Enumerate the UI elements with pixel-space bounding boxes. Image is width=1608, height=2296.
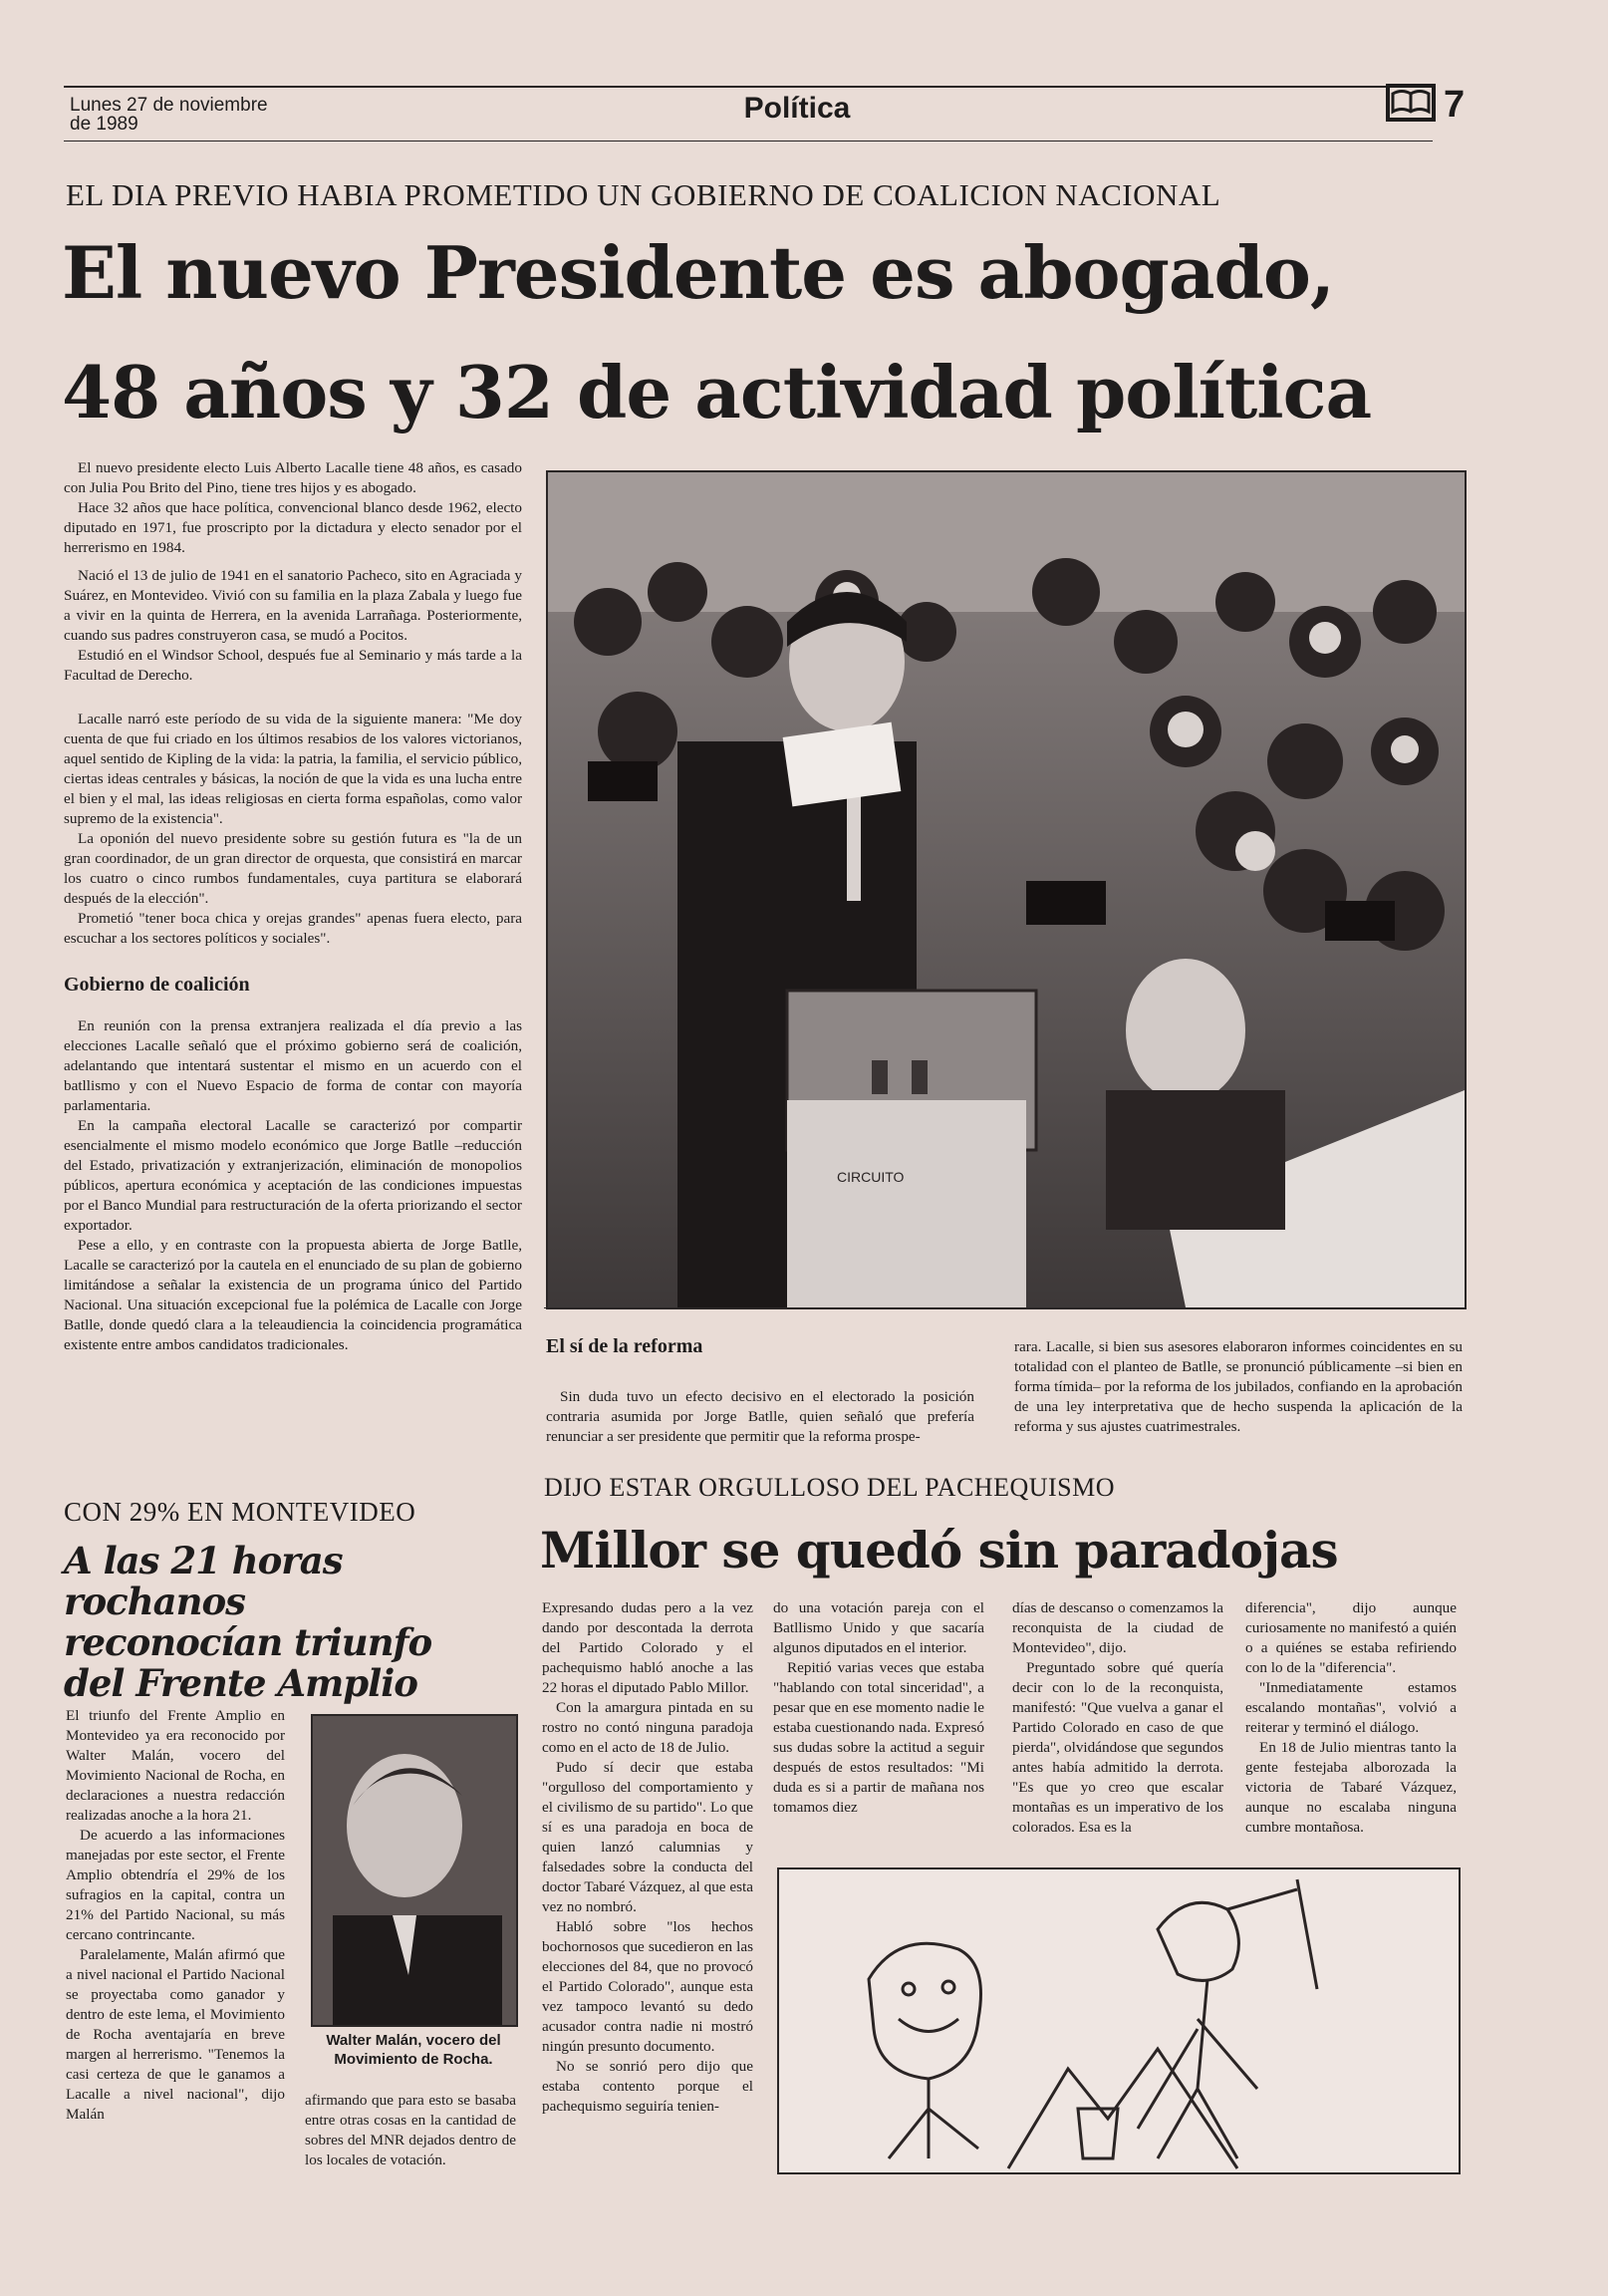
- frente-headline-line3: del Frente Amplio: [64, 1661, 417, 1705]
- lead-column-left: [64, 458, 522, 1355]
- lead-paragraph: En la campaña electoral Lacalle se caracterizó por compartir esencialmente el mismo modelo económico que Jorge Batlle –reducción del Estado, privatización y extranjerización, eliminación de monopolios públicos, apertura económica y aceptación de las condiciones impuestas por el Banco Mundial para restructuración de la oferta priorizando el sector exportador.: [64, 1117, 522, 1234]
- ballot-box-label: CIRCUITO: [837, 1169, 905, 1185]
- millor-paragraph: diferencia", dijo aunque curiosamente no manifestó a quién o a quiénes se estaba refiriendo con lo de la "diferencia".: [1245, 1599, 1457, 1676]
- frente-kicker: CON 29% EN MONTEVIDEO: [64, 1497, 416, 1527]
- millor-column-1: [542, 1598, 753, 2117]
- header-date: [70, 96, 268, 134]
- lead-photo: [546, 470, 1467, 1309]
- lead-paragraph: Estudió en el Windsor School, después fue al Seminario y más tarde a la Facultad de Derecho.: [64, 647, 522, 684]
- header-top-rule: [64, 86, 1433, 88]
- lead-paragraph: La oponión del nuevo presidente sobre su gestión futura es "la de un gran coordinador, de un gran director de orquesta, que consistirá en marcar los cuatro o cinco rumbos fundamentales, cuya partitura se elaborará después de la elección".: [64, 830, 522, 907]
- lead-paragraph: Lacalle narró este período de su vida de la siguiente manera: "Me doy cuenta de que fui criado en los últimos resabios de los valores victorianos, aquel sentido de Kipling de la vida: la patria, la familia, el servicio público, ciertas ideas centrales y básicas, la noción de que la vida es una lucha entre el bien y el mal, las ideas religiosas en cierta forma españolas, como valor supremo de la existencia".: [64, 711, 522, 827]
- header-bottom-rule: [64, 141, 1433, 142]
- millor-column-3: [1012, 1598, 1223, 1838]
- millor-cartoon: [777, 1867, 1461, 2174]
- book-icon: [1385, 80, 1437, 124]
- millor-paragraph: Repitió varias veces que estaba "hablando con total sinceridad", a pesar que en ese momento nadie le estaba cuestionando nada. Expresó sus dudas sobre la actitud a seguir después de estos resultados: "Mi duda es si a partir de mañana nos tomamos diez: [773, 1659, 984, 1816]
- lead-paragraph: El nuevo presidente electo Luis Alberto Lacalle tiene 48 años, es casado con Julia Pou Brito del Pino, tiene tres hijos y es abogado.: [64, 459, 522, 496]
- reforma-column-1: [546, 1387, 974, 1447]
- header-date-line2: de 1989: [70, 114, 138, 135]
- lead-paragraph: En reunión con la prensa extranjera realizada el día previo a las elecciones Lacalle señaló que el próximo gobierno será de coalición, adelantando que intentará sustentar el mismo en un acuerdo con el batllismo y con el Nuevo Espacio de forma de contar con mayoría parlamentaria.: [64, 1017, 522, 1114]
- millor-paragraph: Pudo sí decir que estaba "orgulloso del comportamiento y el civilismo de su partido". Lo que sí es una paradoja en boca de quien lanzó calumnias y falsedades sobre la conducta del doctor Tabaré Vázquez, al que esta vez no nombró.: [542, 1759, 753, 1915]
- millor-paragraph: En 18 de Julio mientras tanto la gente festejaba alborozada la victoria de Tabaré Vázquez, aunque no escalaba ninguna cumbre montañosa.: [1245, 1739, 1457, 1836]
- millor-paragraph: Con la amargura pintada en su rostro no contó ninguna paradoja como en el acto de 18 de Julio.: [542, 1699, 753, 1756]
- subhead-reforma: El sí de la reforma: [546, 1335, 703, 1357]
- frente-paragraph: De acuerdo a las informaciones manejadas por este sector, el Frente Amplio obtendría el 29% de los sufragios en la capital, contra un 21% del Partido Nacional, su más cercano contrincante.: [66, 1827, 285, 1943]
- millor-paragraph: Expresando dudas pero a la vez dando por descontada la derrota del Partido Colorado y el pachequismo habló anoche a las 22 horas el diputado Pablo Millor.: [542, 1599, 753, 1696]
- frente-column-1: [66, 1706, 285, 2125]
- lead-headline-line1: El nuevo Presidente es abogado,: [62, 230, 1334, 315]
- section-title: Política: [743, 92, 851, 125]
- photo-underline: [544, 1307, 1465, 1308]
- frente-headline-line2: reconocían triunfo: [64, 1620, 432, 1664]
- millor-paragraph: Preguntado sobre qué quería decir con lo de la reconquista, manifestó: "Que vuelva a ganar el Partido Colorado en caso de que pierda", olvidándose que segundos antes había admitido la derrota. "Es que yo creo que escalar montañas es un imperativo de los colorados. Esa es la: [1012, 1659, 1223, 1836]
- malan-photo: [311, 1714, 518, 2027]
- millor-paragraph: días de descanso o comenzamos la reconquista de la ciudad de Montevideo", dijo.: [1012, 1599, 1223, 1656]
- lead-paragraph: Pese a ello, y en contraste con la propuesta abierta de Jorge Batlle, Lacalle se caracterizó por la cautela en el enunciado de su plan de gobierno limitándose a señalar la existencia de un programa único del Partido Nacional. Una situación excepcional fue la polémica de Lacalle con Jorge Batlle, donde quedó clara a la teleaudiencia la coincidencia programática existente entre ambos candidatos tradicionales.: [64, 1237, 522, 1353]
- reforma-paragraph: Sin duda tuvo un efecto decisivo en el electorado la posición contraria asumida por Jorge Batlle, quien señaló que prefería renunciar a ser presidente que permitir que la reforma prospe-: [546, 1388, 974, 1445]
- millor-kicker: DIJO ESTAR ORGULLOSO DEL PACHEQUISMO: [544, 1473, 1116, 1502]
- frente-headline-line1: A las 21 horas rochanos: [64, 1539, 343, 1623]
- lead-paragraph: Nació el 13 de julio de 1941 en el sanatorio Pacheco, sito en Agraciada y Suárez, en Montevideo. Vivió con su familia en la plaza Zabala y luego fue a vivir en la quinta de Herrera, en la avenida Larrañaga. Posteriormente, cuando sus padres construyeron casa, se mudó a Pocitos.: [64, 567, 522, 644]
- reforma-paragraph: rara. Lacalle, si bien sus asesores elaboraron informes coincidentes en su totalidad con el planteo de Batlle, se pronunció públicamente –si bien en forma tímida– por la reforma de los jubilados, confiando en la aprobación de una ley interpretativa que de hecho suspenda la aplicación de la reforma y sus ajustes cuatrimestrales.: [1014, 1338, 1463, 1435]
- frente-column-2: [305, 2091, 516, 2170]
- frente-headline: [64, 1541, 532, 1704]
- millor-paragraph: do una votación pareja con el Batllismo Unido y que sacaría algunos diputados en el interior.: [773, 1599, 984, 1656]
- malan-photo-caption: Walter Malán, vocero del Movimiento de Rocha.: [326, 2032, 501, 2068]
- frente-paragraph: El triunfo del Frente Amplio en Montevideo ya era reconocido por Walter Malán, vocero del Movimiento Nacional de Rocha, en declaraciones a nuestra redacción realizadas anoche a la hora 21.: [66, 1707, 285, 1824]
- lead-paragraph: Prometió "tener boca chica y orejas grandes" apenas fuera electo, para escuchar a los sectores políticos y sociales".: [64, 910, 522, 947]
- frente-paragraph: Paralelamente, Malán afirmó que a nivel nacional el Partido Nacional se proyectaba como ganador y dentro de este lema, el Movimiento de Rocha aventajaría en breve margen al herrerismo. "Tenemos la casi certeza de que le ganamos a Lacalle a nivel nacional", dijo Malán: [66, 1946, 285, 2123]
- millor-column-2: [773, 1598, 984, 1818]
- lead-paragraph: Hace 32 años que hace política, convencional blanco desde 1962, electo diputado en 1971, fue proscripto por la dictadura y electo senador por el herrerismo en 1984.: [64, 499, 522, 556]
- header-date-line1: Lunes 27 de noviembre: [70, 95, 268, 116]
- millor-paragraph: Habló sobre "los hechos bochornosos que sucedieron en las elecciones del 84, que no provocó el Partido Colorado", aunque esta vez tampoco levantó su dedo acusador contra nadie ni mostró ningún presunto documento.: [542, 1918, 753, 2055]
- lead-headline-line2: 48 años y 32 de actividad política: [62, 350, 1372, 434]
- page-number: 7: [1444, 84, 1466, 126]
- millor-column-4: [1245, 1598, 1457, 1838]
- subhead-coalicion: Gobierno de coalición: [64, 974, 250, 996]
- reforma-column-2: [1014, 1337, 1463, 1437]
- frente-paragraph: afirmando que para esto se basaba entre otras cosas en la cantidad de sobres del MNR dejados dentro de los locales de votación.: [305, 2092, 516, 2168]
- millor-headline: Millor se quedó sin paradojas: [540, 1521, 1338, 1579]
- millor-paragraph: No se sonrió pero dijo que estaba contento porque el pachequismo seguiría tenien-: [542, 2058, 753, 2115]
- millor-paragraph: "Inmediatamente estamos escalando montañas", volvió a reiterar y terminó el diálogo.: [1245, 1679, 1457, 1736]
- lead-kicker: EL DIA PREVIO HABIA PROMETIDO UN GOBIERNO DE COALICION NACIONAL: [66, 177, 1221, 212]
